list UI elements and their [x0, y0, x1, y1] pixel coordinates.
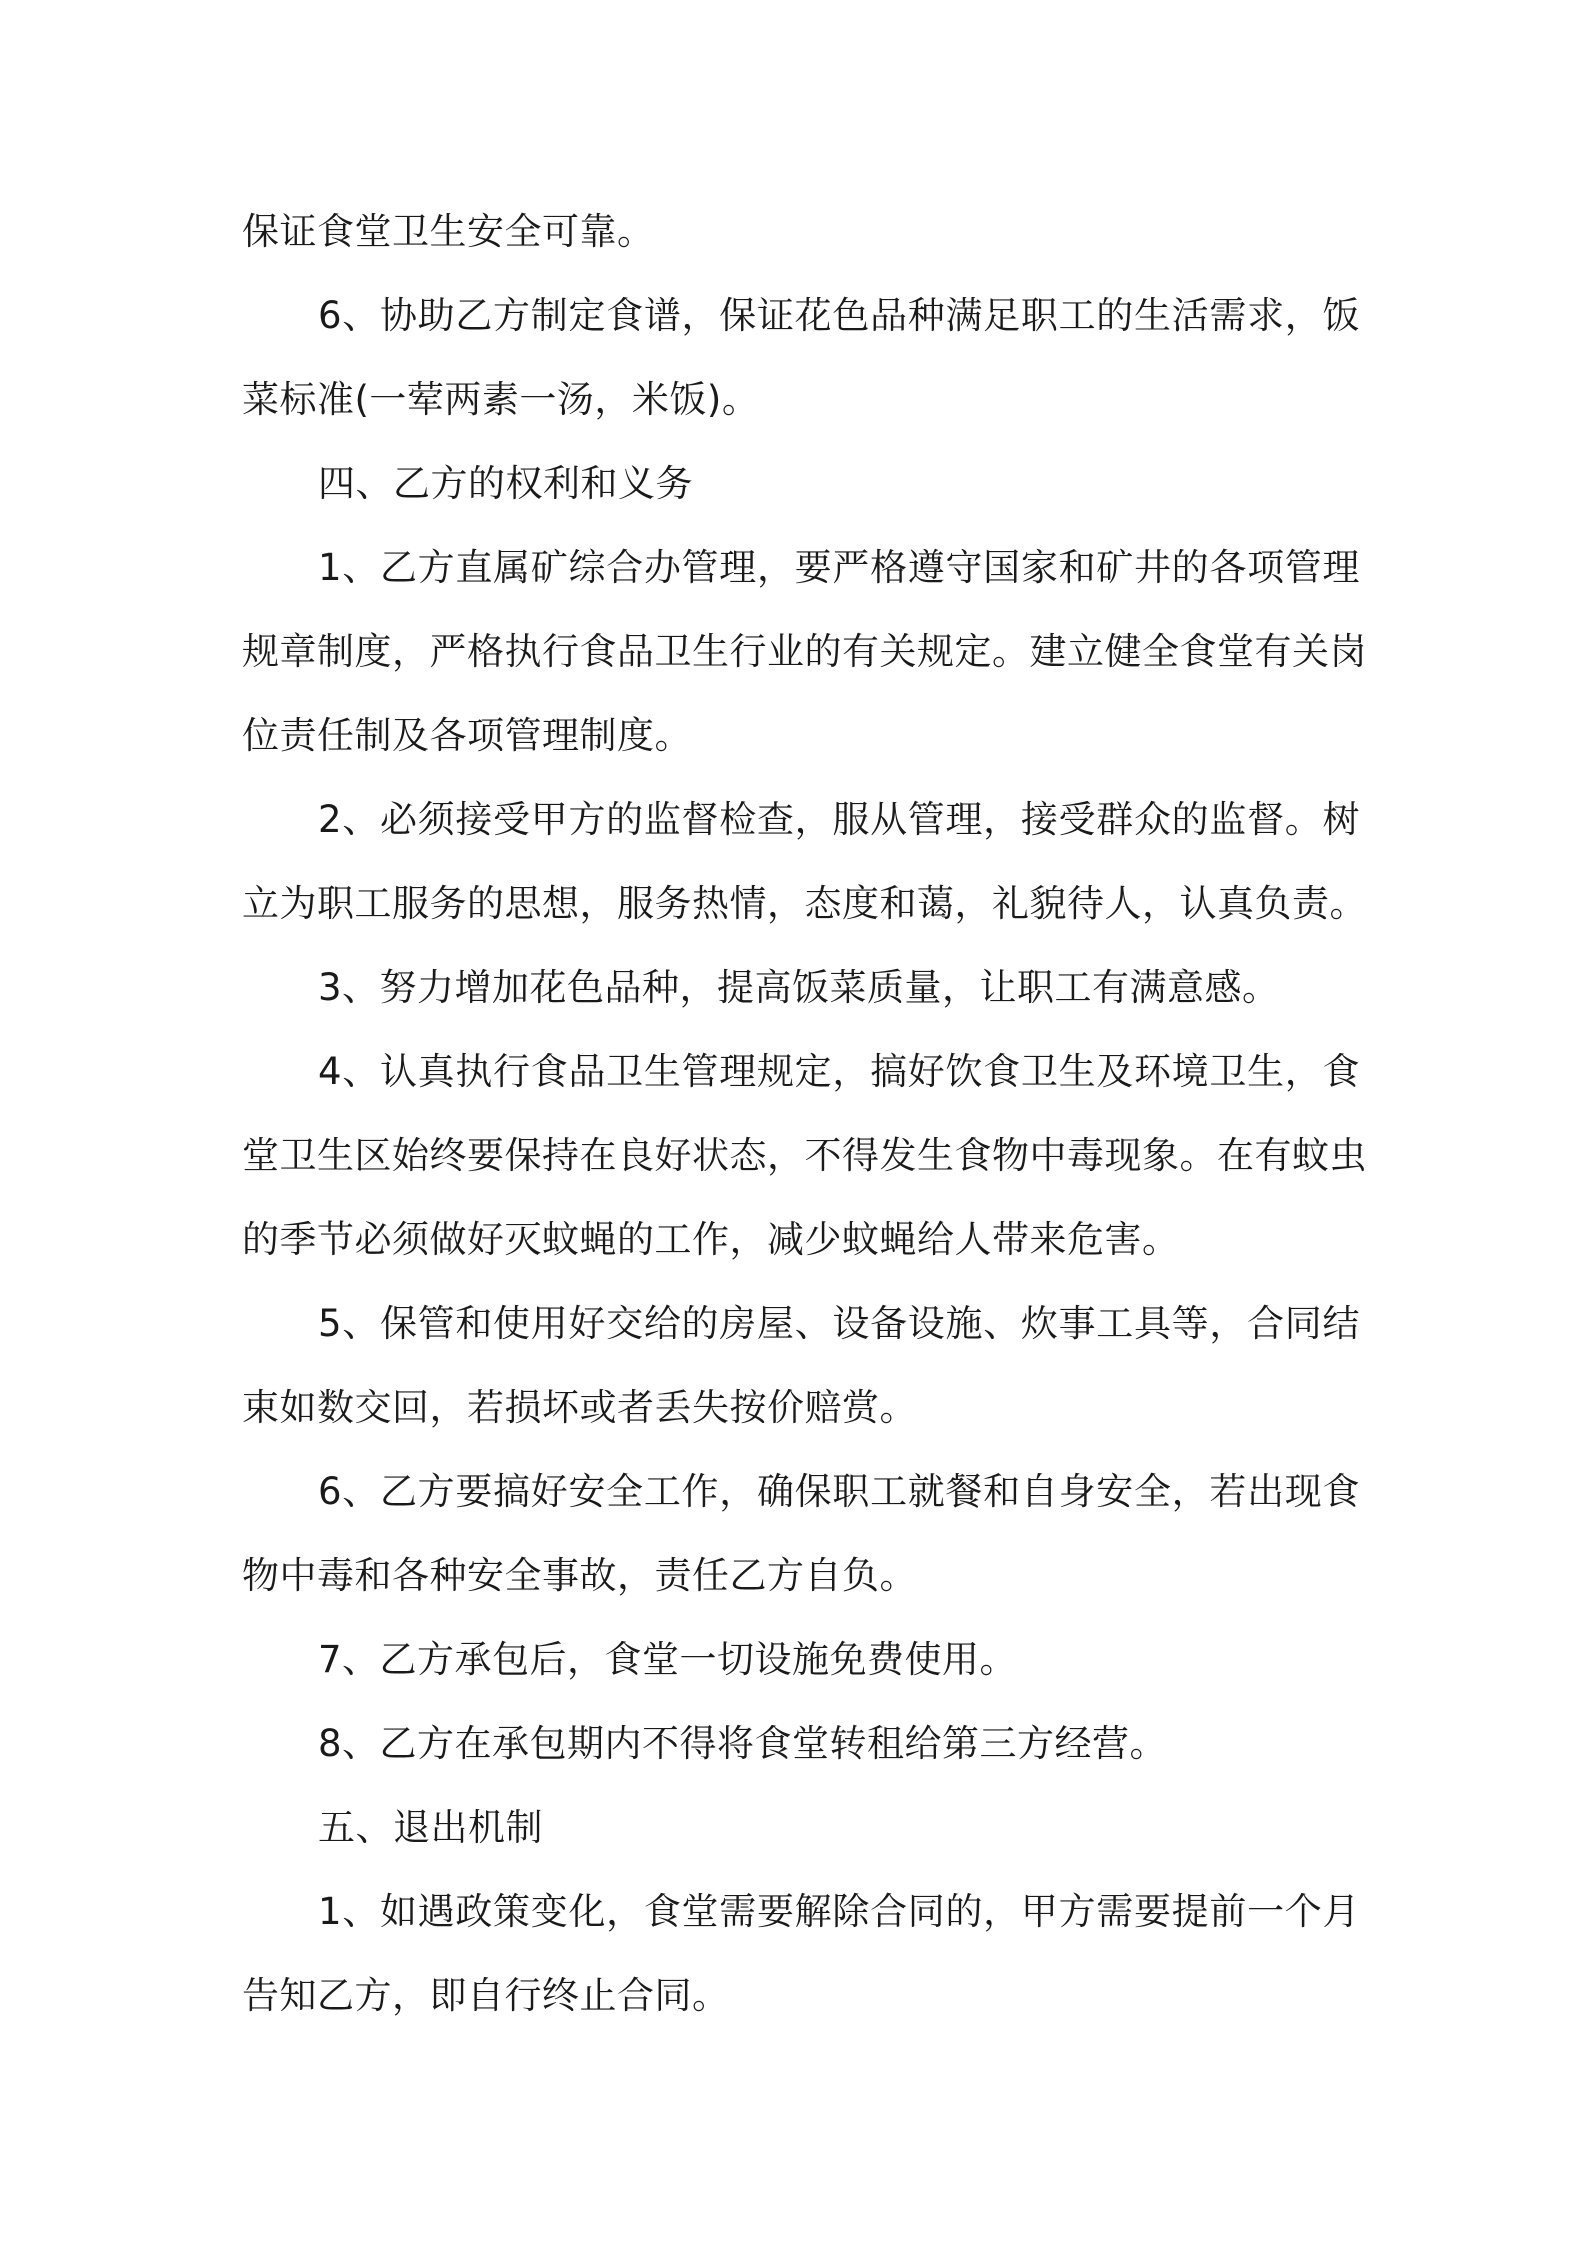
- paragraph-line: 的季节必须做好灭蚊蝇的工作，减少蚊蝇给人带来危害。: [242, 1218, 1180, 1261]
- paragraph-line: 保证食堂卫生安全可靠。: [242, 210, 655, 253]
- paragraph-line: 堂卫生区始终要保持在良好状态，不得发生食物中毒现象。在有蚊虫: [242, 1134, 1367, 1177]
- paragraph-line: 5、保管和使用好交给的房屋、设备设施、炊事工具等，合同结: [318, 1302, 1360, 1345]
- paragraph-line: 1、如遇政策变化，食堂需要解除合同的，甲方需要提前一个月: [318, 1890, 1360, 1933]
- paragraph-line: 菜标准(一荤两素一汤，米饭)。: [242, 378, 760, 421]
- paragraph-line: 6、协助乙方制定食谱，保证花色品种满足职工的生活需求，饭: [318, 294, 1360, 337]
- contract-text: [242, 190, 1367, 2038]
- paragraph-line: 告知乙方，即自行终止合同。: [242, 1974, 730, 2017]
- section-heading: 五、退出机制: [318, 1806, 543, 1849]
- section-heading: 四、乙方的权利和义务: [318, 462, 693, 505]
- paragraph-line: 立为职工服务的思想，服务热情，态度和蔼，礼貌待人，认真负责。: [242, 882, 1367, 925]
- paragraph-line: 8、乙方在承包期内不得将食堂转租给第三方经营。: [318, 1722, 1168, 1765]
- paragraph-line: 2、必须接受甲方的监督检查，服从管理，接受群众的监督。树: [318, 798, 1360, 841]
- paragraph-line: 6、乙方要搞好安全工作，确保职工就餐和自身安全，若出现食: [318, 1470, 1360, 1513]
- paragraph-line: 3、努力增加花色品种，提高饭菜质量，让职工有满意感。: [318, 966, 1280, 1009]
- paragraph-line: 物中毒和各种安全事故，责任乙方自负。: [242, 1554, 917, 1597]
- paragraph-line: 规章制度，严格执行食品卫生行业的有关规定。建立健全食堂有关岗: [242, 630, 1367, 673]
- paragraph-line: 束如数交回，若损坏或者丢失按价赔赏。: [242, 1386, 917, 1429]
- paragraph-line: 4、认真执行食品卫生管理规定，搞好饮食卫生及环境卫生，食: [318, 1050, 1360, 1093]
- paragraph-line: 7、乙方承包后，食堂一切设施免费使用。: [318, 1638, 1018, 1681]
- paragraph-line: 位责任制及各项管理制度。: [242, 714, 692, 757]
- paragraph-line: 1、乙方直属矿综合办管理，要严格遵守国家和矿井的各项管理: [318, 546, 1360, 589]
